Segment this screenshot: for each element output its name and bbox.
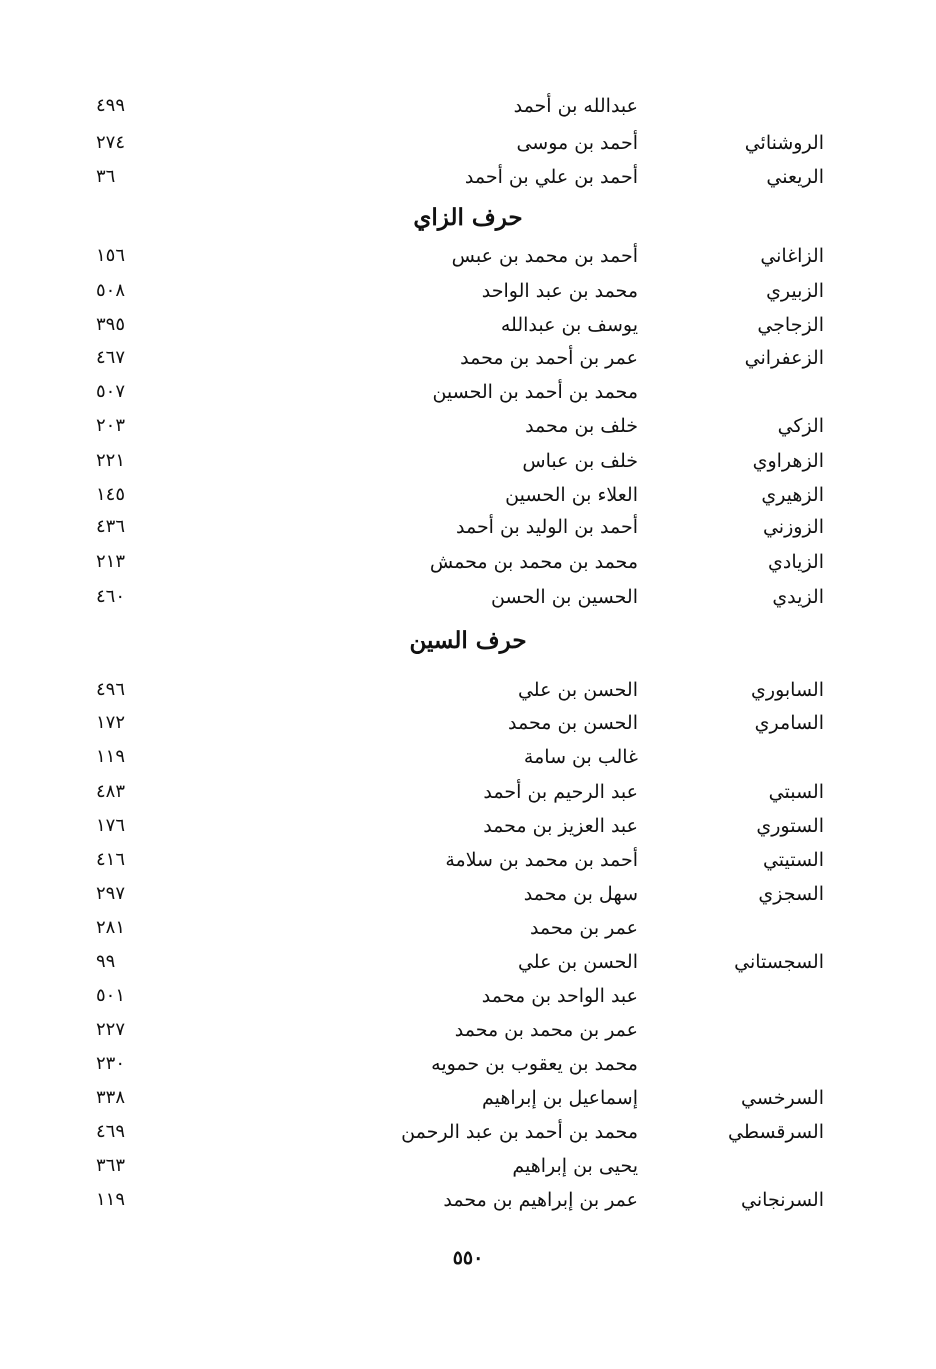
person-name: أحمد بن محمد بن سلامة [445, 849, 638, 871]
person-name: أحمد بن الوليد بن أحمد [455, 516, 638, 538]
list-item [0, 409, 936, 443]
person-name: أحمد بن محمد بن عبس [451, 245, 638, 267]
section-heading: حرف الزاي [413, 204, 523, 231]
list-item [0, 809, 936, 843]
list-item [0, 375, 936, 409]
list-item [0, 510, 936, 544]
person-name: محمد بن أحمد بن عبد الرحمن [401, 1121, 638, 1143]
list-item [0, 478, 936, 512]
nisba: الزيادي [768, 551, 824, 573]
nisba: الزجاجي [757, 314, 824, 336]
person-name: غالب بن سامة [523, 746, 638, 768]
section-heading: حرف السين [409, 627, 527, 654]
person-name: أحمد بن موسى [516, 132, 638, 154]
page-ref: ٤٩٦ [96, 679, 126, 700]
page-ref: ١١٩ [96, 746, 126, 767]
page-ref: ٢٠٣ [96, 415, 126, 436]
nisba: السبتي [768, 781, 824, 803]
person-name: عبدالله بن أحمد [513, 95, 638, 117]
nisba: الستوري [756, 815, 824, 837]
person-name: محمد بن أحمد بن الحسين [432, 381, 638, 403]
person-name: يوسف بن عبدالله [500, 314, 638, 336]
nisba: الزيدي [772, 586, 824, 608]
page-ref: ٢٣٠ [96, 1053, 126, 1074]
person-name: الحسين بن الحسن [490, 586, 638, 608]
person-name: عبد العزيز بن محمد [483, 815, 638, 837]
list-item [0, 160, 936, 194]
page-ref: ٢٩٧ [96, 883, 126, 904]
page-ref: ١٥٦ [96, 245, 126, 266]
page-ref: ٩٩ [96, 951, 116, 972]
list-item [0, 877, 936, 911]
page-ref: ٣٩٥ [96, 314, 126, 335]
page-ref: ٣٦٣ [96, 1155, 126, 1176]
person-name: عبد الرحيم بن أحمد [483, 781, 638, 803]
page-ref: ٣٣٨ [96, 1087, 126, 1108]
nisba: السرنجاني [741, 1189, 824, 1211]
person-name: الحسن بن محمد [508, 712, 638, 734]
list-item [0, 706, 936, 740]
person-name: الحسن بن علي [517, 679, 638, 701]
list-item [0, 444, 936, 478]
list-item [0, 126, 936, 160]
nisba: الزاغاني [760, 245, 824, 267]
page-ref: ٥٠١ [96, 985, 126, 1006]
list-item [0, 1183, 936, 1217]
page-ref: ١٧٢ [96, 712, 126, 733]
nisba: السجزي [758, 883, 824, 905]
list-item [0, 1081, 936, 1115]
list-item [0, 1013, 936, 1047]
list-item [0, 1115, 936, 1149]
list-item [0, 1047, 936, 1081]
list-item [0, 843, 936, 877]
person-name: محمد بن عبد الواحد [481, 280, 638, 302]
nisba: السرخسي [740, 1087, 824, 1109]
page-ref: ٥٠٨ [96, 280, 126, 301]
list-item [0, 89, 936, 123]
list-item [0, 341, 936, 375]
nisba: الريعني [766, 166, 824, 188]
list-item [0, 1149, 936, 1183]
person-name: عمر بن محمد بن محمد [454, 1019, 638, 1041]
person-name: عبد الواحد بن محمد [481, 985, 638, 1007]
page-ref: ٢٢١ [96, 450, 126, 471]
person-name: الحسن بن علي [517, 951, 638, 973]
list-item [0, 580, 936, 614]
page-ref: ٤٦٧ [96, 347, 126, 368]
page-ref: ٣٦ [96, 166, 116, 187]
person-name: محمد بن محمد بن محمش [429, 551, 638, 573]
nisba: الزكي [777, 415, 824, 437]
page-ref: ٢٨١ [96, 917, 126, 938]
page-ref: ١١٩ [96, 1189, 126, 1210]
person-name: عمر بن أحمد بن محمد [460, 347, 638, 369]
nisba: الزبيري [766, 280, 824, 302]
page-ref: ٢٧٤ [96, 132, 126, 153]
page-ref: ٢٢٧ [96, 1019, 126, 1040]
nisba: الزهيري [761, 484, 824, 506]
page-number: ٥٥٠ [452, 1247, 484, 1269]
list-item [0, 945, 936, 979]
person-name: يحيى بن إبراهيم [512, 1155, 638, 1177]
page-ref: ١٤٥ [96, 484, 126, 505]
list-item [0, 740, 936, 774]
list-item [0, 274, 936, 308]
nisba: الستيتي [762, 849, 824, 871]
nisba: السرقسطي [728, 1121, 824, 1143]
nisba: الزهراوي [752, 450, 824, 472]
person-name: سهل بن محمد [523, 883, 638, 905]
nisba: الزوزني [762, 516, 824, 538]
list-item [0, 308, 936, 342]
person-name: محمد بن يعقوب بن حمويه [431, 1053, 638, 1075]
list-item [0, 911, 936, 945]
nisba: الروشنائي [744, 132, 824, 154]
list-item [0, 545, 936, 579]
page-ref: ٤٨٣ [96, 781, 126, 802]
page-ref: ٤٦٩ [96, 1121, 126, 1142]
person-name: إسماعيل بن إبراهيم [482, 1087, 638, 1109]
page-ref: ٤٩٩ [96, 95, 126, 116]
person-name: خلف بن عباس [522, 450, 638, 472]
person-name: أحمد بن علي بن أحمد [464, 166, 638, 188]
list-item [0, 239, 936, 273]
page-ref: ٢١٣ [96, 551, 126, 572]
person-name: العلاء بن الحسين [505, 484, 638, 506]
nisba: السجستاني [734, 951, 824, 973]
page-ref: ٤١٦ [96, 849, 126, 870]
list-item [0, 775, 936, 809]
page-ref: ٥٠٧ [96, 381, 126, 402]
person-name: خلف بن محمد [525, 415, 638, 437]
page-ref: ٤٦٠ [96, 586, 126, 607]
list-item [0, 979, 936, 1013]
list-item [0, 673, 936, 707]
nisba: الزعفراني [744, 347, 824, 369]
nisba: السامري [754, 712, 824, 734]
nisba: السابوري [751, 679, 824, 701]
person-name: عمر بن محمد [529, 917, 638, 939]
page-ref: ١٧٦ [96, 815, 126, 836]
person-name: عمر بن إبراهيم بن محمد [443, 1189, 638, 1211]
page-ref: ٤٣٦ [96, 516, 126, 537]
